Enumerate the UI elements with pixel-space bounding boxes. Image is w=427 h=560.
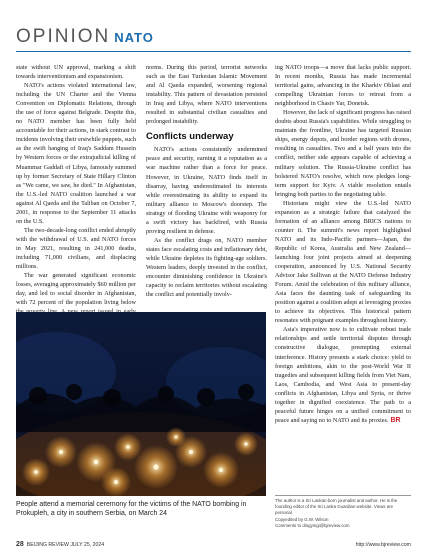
paragraph: norms. During this period, terrorist networks such as the East Turkestan Islamic Movement and Al Qaeda expanded, worsening regional instability. This pattern of devastation persisted in Iraq and Libya, where NATO interventions resulted in substantial civilian casualties and prolonged instability.	[146, 64, 267, 126]
paragraph	[275, 325, 411, 425]
page-number: 28	[16, 541, 24, 548]
paragraph: ing NATO troops—a move that lacks public support. In recent months, Russia has made incremental territorial gains, advancing in the Kharkiv Oblast and compelling Ukrainian forces to retreat from a neighborhood in Chasiv Yar, Donetsk.	[275, 64, 411, 108]
paragraph: As the conflict drags on, NATO member states face escalating costs and inflationary debt, while Ukraine depletes its fighting-age soldiers. Western leaders, deeply invested in the conflict, encounter diminishing confidence in Ukraine's capacity to reclaim territories without escalating the conflict and potentially involv-	[146, 236, 267, 299]
paragraph: However, the lack of significant progress has raised doubts about Russia's capabilities. While struggling to maintain the frontline, Ukraine has targeted Russian ships, energy depots, and border regions with drones, resulting in casualties. Two and a half years into the conflict, neither side appears capable of achieving a military solution. The Russia-Ukraine conflict has bolstered NATO's resolve, which now pledges long-term support for Kyiv. A viable resolution entails bringing both parties to the negotiating table.	[275, 109, 411, 198]
author-bio: The author is a Sri Lankan-born journalist and author. He is the founding editor of the Sri Lanka Guardian website. Views are personal	[275, 498, 398, 516]
paragraph: NATO's actions violated international law, including the UN Charter and the Vienna Convention on Diplomatic Relations, through the use of force against Belgrade. Despite this, no NATO member has been fully held accountable for their actions, in stark contrast to incidents involving their erstwhile puppets, such as the swift hanging of Iraq's Saddam Hussein by Western forces or the extrajudicial killing of Muammar Gaddafi of Libya, famously summed up by former Secretary of State Hillary Clinton as "We came, we saw, he died." In Afghanistan, the U.S.-led NATO coalition launched a war against Al Qaeda and the Taliban on October 7, 2001, in response to the September 11 attacks on the U.S.	[16, 82, 136, 225]
website-link[interactable]: http://www.bjreview.com	[355, 542, 411, 548]
paragraph-text: Asia's imperative now is to cultivate robust trade relationships and settle territorial disputes through constructive dialogue, preempting external interference. History presents a stark choice: yield to foreign ambitions, akin to the post-World War II tragedies and subsequent killing fields from Viet Nam, Laos, Cambodia, and West Asia to present-day conflicts in Afghanistan, Libya and Syria, or thrive together in dignified coexistence. The path to a peaceful future hinges on a unified commitment to peace and saying no to NATO and its proxies.	[275, 326, 411, 424]
subheading: Conflicts underway	[146, 131, 234, 143]
note-divider	[275, 495, 411, 496]
section-title: OPINION	[16, 26, 111, 47]
section-subtitle: NATO	[114, 30, 154, 45]
header-rule	[16, 51, 411, 52]
article-column-2	[146, 63, 267, 299]
paragraph: Historians might view the U.S.-led NATO expansion as a strategic failure that catalyzed the formation of an alliance among BRICS nations to counter it. The summit's news report highlighted NATO and its Indo-Pacific partners—Japan, the Republic of Korea, Australia and New Zealand—launching four joint projects aimed at deepening cooperation, announced by U.S. National Security Advisor Jake Sullivan at the NATO Defense Industry Forum. Amid the celebration of this military alliance, Asia faces the daunting task of safeguarding its position against a coalition adept at leveraging proxies to achieve its objectives. This historical pattern resonates with poignant examples throughout history.	[275, 199, 411, 325]
end-mark: BR	[390, 416, 401, 424]
memorial-photo	[16, 312, 266, 496]
page-header	[16, 26, 411, 48]
paragraph: NATO's actions consistently undermined peace and security, earning it a reputation as a war machine rather than a force for peace. However, in Ukraine, NATO finds itself in disarray, having underestimated its interests while overestimating its ability to expand its military alliance to Moscow's doorstep. The strategy of flooding Ukraine with weaponry for a swift victory has backfired, with Russia proving resilient in defense.	[146, 146, 267, 235]
copyeditor: Copyedited by G.W. Wilson	[275, 516, 329, 522]
paragraph: The two-decade-long conflict ended abruptly with the withdrawal of U.S. and NATO forces in May 2021, resulting in 241,000 deaths, including 71,000 civilians, and displacing millions.	[16, 226, 136, 271]
paragraph: The war generated significant economic losses, averaging approximately $60 million per day, and led to social disorder in Afghanistan, with 72 percent of the population living below	[16, 272, 136, 307]
author-note	[275, 498, 411, 529]
comments-contact: Comments to dingyingi@bjreview.com	[275, 522, 350, 528]
photo-caption: People attend a memorial ceremony for the victims of the NATO bombing in Prokupleh, a city in southern Serbia, on March 24	[16, 501, 247, 517]
article-column-3	[275, 63, 411, 425]
paragraph: state without UN approval, marking a shift towards interventionism and expansionism.	[16, 64, 136, 81]
issue-info: BEIJING REVIEW JULY 25, 2024	[26, 542, 105, 548]
candlelight-image	[16, 312, 266, 496]
